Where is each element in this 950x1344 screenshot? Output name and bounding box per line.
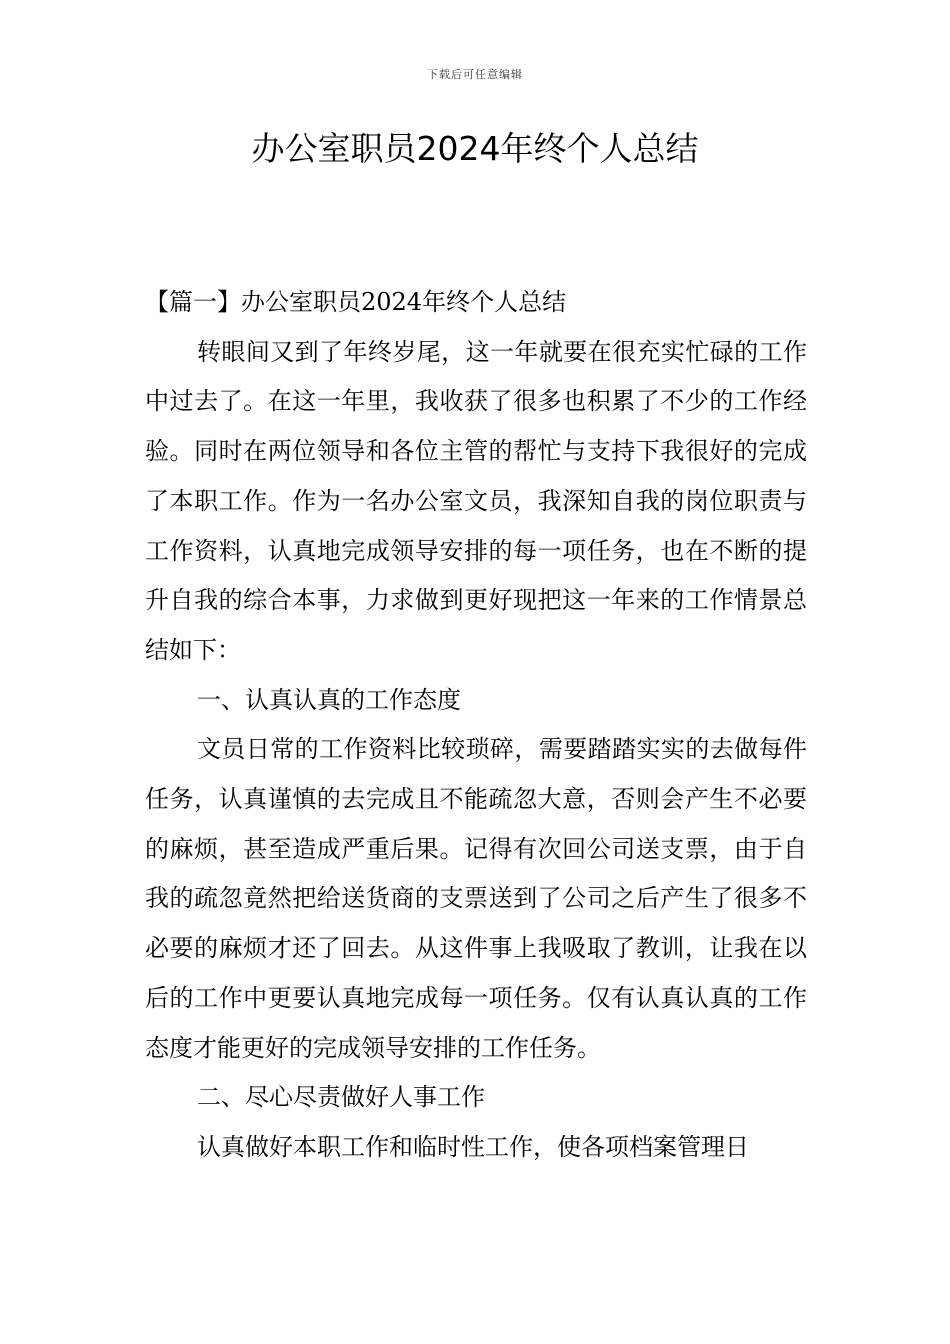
section-two-paragraph: 认真做好本职工作和临时性工作，使各项档案管理日	[197, 1132, 749, 1161]
header-note: 下载后可任意编辑	[427, 68, 523, 81]
document-title: 办公室职员2024年终个人总结	[251, 129, 699, 168]
section-heading: 【篇一】办公室职员2024年终个人总结	[145, 288, 567, 316]
heading-two: 二、尽心尽责做好人事工作	[197, 1083, 485, 1112]
intro-paragraph: 转眼间又到了年终岁尾，这一年就要在很充实忙碌的工作中过去了。在这一年里，我收获了很多也积累了不少的工作经验。同时在两位领导和各位主管的帮忙与支持下我很好的完成了本职工作。作为一名办公室文员，我深知自我的岗位职责与工作资料，认真地完成领导安排的每一项任务，也在不断的提升自我的综合本事，力求做到更好现把这一年来的工作情景总结如下：	[145, 337, 807, 664]
heading-one: 一、认真认真的工作态度	[197, 685, 461, 714]
document-body	[145, 278, 807, 1173]
section-one-paragraph: 文员日常的工作资料比较琐碎，需要踏踏实实的去做每件任务，认真谨慎的去完成且不能疏忽大意，否则会产生不必要的麻烦，甚至造成严重后果。记得有次回公司送支票，由于自我的疏忽竟然把给送货商的支票送到了公司之后产生了很多不必要的麻烦才还了回去。从这件事上我吸取了教训，让我在以后的工作中更要认真地完成每一项任务。仅有认真认真的工作态度才能更好的完成领导安排的工作任务。	[145, 735, 807, 1062]
